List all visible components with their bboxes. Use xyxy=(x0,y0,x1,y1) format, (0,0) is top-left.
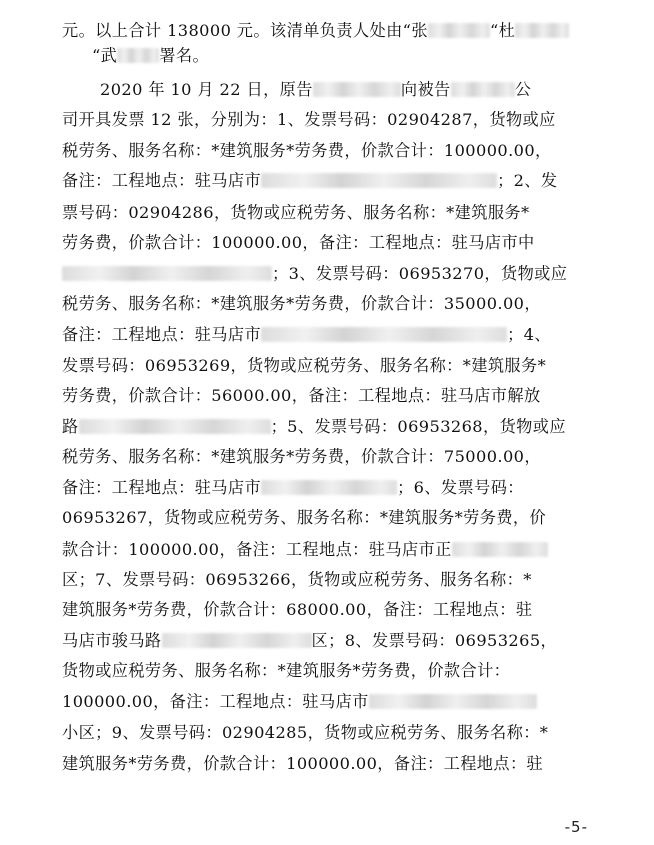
text-segment: 劳务费，价款合计：56000.00，备注：工程地点：驻马店市解放 xyxy=(62,386,541,405)
text-segment: 路 xyxy=(62,417,79,436)
text-line xyxy=(62,570,532,590)
text-segment: 发票号码：06953269，货物或应税劳务、服务名称：*建筑服务* xyxy=(62,356,547,375)
text-segment: 向被告 xyxy=(400,80,451,99)
text-line xyxy=(62,141,552,161)
text-segment: 建筑服务*劳务费，价款合计：100000.00，备注：工程地点：驻 xyxy=(62,754,544,773)
text-segment: 税劳务、服务名称：*建筑服务*劳务费，价款合计：100000.00， xyxy=(62,141,552,160)
redacted-name xyxy=(515,23,569,38)
text-segment: 款合计：100000.00，备注：工程地点：驻马店市正 xyxy=(62,540,452,559)
text-line xyxy=(62,21,569,41)
text-segment: 署名。 xyxy=(159,46,210,65)
redacted-address xyxy=(369,694,537,709)
text-segment: 马店市骏马路 xyxy=(62,631,162,650)
text-line xyxy=(62,110,556,130)
text-line xyxy=(62,447,541,467)
text-segment: 建筑服务*劳务费，价款合计：68000.00，备注：工程地点：驻 xyxy=(62,600,533,619)
text-segment: 备注：工程地点：驻马店市 xyxy=(62,325,262,344)
redacted-address xyxy=(162,633,312,648)
text-line xyxy=(62,631,557,651)
text-segment: 备注：工程地点：驻马店市 xyxy=(62,171,262,190)
redacted-address xyxy=(261,327,507,342)
text-line xyxy=(92,46,209,66)
text-line xyxy=(62,171,558,191)
text-line xyxy=(62,540,548,560)
text-line xyxy=(62,478,524,498)
redacted-address xyxy=(79,419,271,434)
text-segment: “武 xyxy=(92,46,118,65)
text-line xyxy=(62,233,535,253)
text-segment: 100000.00，备注：工程地点：驻马店市 xyxy=(62,692,369,711)
text-segment: “杜 xyxy=(489,21,516,40)
text-segment: ；5、发票号码：06953268，货物或应 xyxy=(270,417,566,436)
redacted-name xyxy=(117,48,159,63)
redacted-address xyxy=(62,266,272,281)
text-line xyxy=(62,417,566,437)
text-line xyxy=(62,723,548,743)
redacted-address xyxy=(261,480,397,495)
redacted-name xyxy=(451,82,515,97)
text-line xyxy=(100,80,531,100)
text-segment: 区；7、发票号码：06953266，货物或应税劳务、服务名称：* xyxy=(62,570,532,589)
text-segment: 备注：工程地点：驻马店市 xyxy=(62,478,262,497)
text-segment: 06953267，货物或应税劳务、服务名称：*建筑服务*劳务费，价 xyxy=(62,508,547,527)
redacted-name xyxy=(313,82,401,97)
text-line xyxy=(62,692,537,712)
text-segment: 票号码：02904286，货物或应税劳务、服务名称：*建筑服务* xyxy=(62,203,530,222)
text-line xyxy=(62,356,546,376)
text-segment: ；2、发 xyxy=(497,171,558,190)
text-segment: 劳务费，价款合计：100000.00，备注：工程地点：驻马店市中 xyxy=(62,233,535,252)
text-line xyxy=(62,754,543,774)
text-segment: 区；8、发票号码：06953265， xyxy=(311,631,558,650)
text-segment: 元。以上合计 138000 元。该清单负责人处由“张 xyxy=(62,21,428,40)
text-line xyxy=(62,203,530,223)
text-line xyxy=(62,294,541,314)
redacted-address xyxy=(452,542,548,557)
text-segment: ；3、发票号码：06953270，货物或应 xyxy=(272,264,568,283)
text-line xyxy=(62,386,541,406)
text-segment: ；6、发票号码： xyxy=(397,478,524,497)
redacted-name xyxy=(428,23,490,38)
text-segment: 2020 年 10 月 22 日，原告 xyxy=(100,80,313,99)
text-line xyxy=(62,264,567,284)
text-line xyxy=(62,600,532,620)
text-segment: 税劳务、服务名称：*建筑服务*劳务费，价款合计：75000.00， xyxy=(62,447,541,466)
text-segment: 税劳务、服务名称：*建筑服务*劳务费，价款合计：35000.00， xyxy=(62,294,541,313)
text-segment: 公 xyxy=(514,80,532,99)
text-line xyxy=(62,325,551,345)
text-segment: 小区；9、发票号码：02904285，货物或应税劳务、服务名称：* xyxy=(62,723,549,742)
page-number: -5- xyxy=(564,818,588,836)
text-segment: 司开具发票 12 张，分别为：1、发票号码：02904287，货物或应 xyxy=(62,110,556,129)
text-segment: 货物或应税劳务、服务名称：*建筑服务*劳务费，价款合计： xyxy=(62,661,511,680)
text-line xyxy=(62,661,510,681)
text-line xyxy=(62,508,546,528)
redacted-address xyxy=(261,173,497,188)
text-segment: ；4、 xyxy=(507,325,551,344)
